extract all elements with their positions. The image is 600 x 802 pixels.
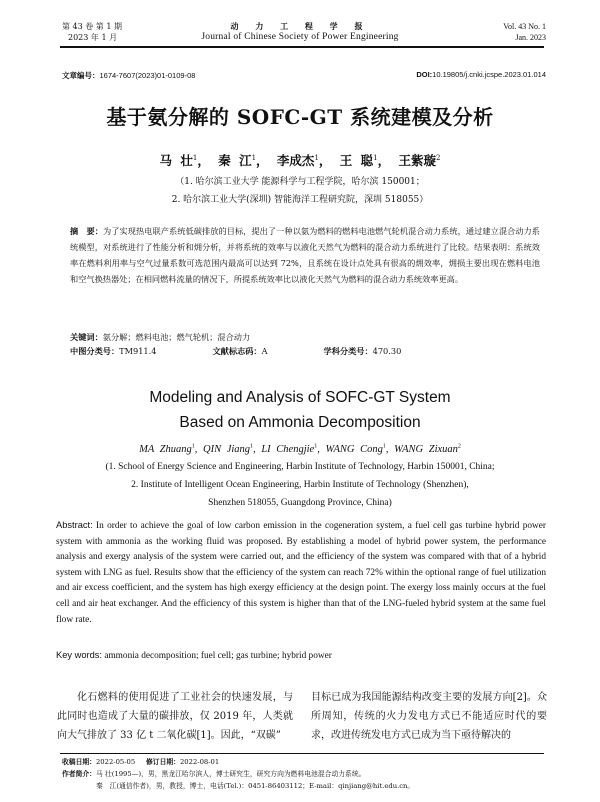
abstract-en-text: In order to achieve the goal of low carbon emission in the cogeneration system, a fuel cell gas turbine hybrid power system with ammonia as the working fluid was proposed. By establishing a model of hybrid power system, the performance analysis and exergy analysis of the system were carried out, and the efficiency of the system was compared with that of a hybrid system with LNG as fuel. Results show that the efficiency of the system can reach 72% within the optional range of fuel utilization and air excess coefficient, and the system has high exergy efficiency at the design point. The exergy loss mainly occurs at the fuel cell and air heat exchanger. And the efficiency of this system is higher than that of the LNG-fueled hybrid system at the same fuel flow rate.: [56, 521, 546, 625]
article-meta-row: [62, 70, 546, 81]
subject-code: 学科分类号：470.30: [323, 346, 402, 356]
footnote-dates: 收稿日期：2022-05-05 修订日期：2022-08-01: [62, 758, 220, 766]
affiliation-en-1: (1. School of Energy Science and Engineering, Harbin Institute of Technology, Harbin 150001, China;: [105, 462, 495, 472]
running-header-right: [503, 21, 546, 43]
author-cn: 李成杰$^1$，: [276, 153, 332, 168]
title-en: Modeling and Analysis of SOFC-GT System Based on Ammonia Decomposition: [149, 389, 451, 431]
affiliation-en-3: Shenzhen 518055, Guangdong Province, China): [208, 498, 392, 508]
classification-row: [70, 346, 540, 357]
journal-name-en: Journal of Chinese Society of Power Engineering: [201, 32, 399, 42]
author-en: WANG Zixuan$^2$: [394, 443, 461, 455]
article-number: 文章编号：1674-7607(2023)01-0109-08: [62, 71, 196, 80]
author-en: LI Chengjie$^1$,: [261, 443, 320, 455]
footnote-rule: [60, 753, 544, 754]
authors-cn: [0, 151, 600, 169]
author-en: QIN Jiang$^1$,: [203, 443, 256, 455]
running-header-center: [180, 21, 420, 43]
header-rule: [60, 46, 544, 48]
volume-issue-cn: 第 43 卷 第 1 期: [62, 22, 122, 31]
date-en: Jan. 2023: [515, 33, 546, 42]
abstract-en-label: Abstract:: [56, 520, 93, 530]
affiliation-en-2: 2. Institute of Intelligent Ocean Engineering, Harbin Institute of Technology (Shenzhen),: [131, 480, 469, 490]
title-cn: 基于氨分解的 SOFC-GT 系统建模及分析: [106, 105, 494, 129]
keywords-en: Key words: ammonia decomposition; fuel cell; gas turbine; hybrid power: [56, 650, 332, 661]
author-cn: 王 聪$^1$，: [339, 153, 391, 168]
abstract-cn-label: 摘 要：: [70, 226, 103, 236]
author-en: MA Zhuang$^1$,: [139, 443, 198, 455]
author-cn: 马 壮$^1$，: [159, 153, 210, 168]
affiliation-cn-1: （1. 哈尔滨工业大学 能源科学与工程学院，哈尔滨 150001；: [175, 177, 425, 187]
affiliation-cn-2: 2. 哈尔滨工业大学(深圳) 智能海洋工程研究院，深圳 518055）: [171, 195, 429, 205]
keywords-cn: 关键词：氨分解；燃料电池；燃气轮机；混合动力: [70, 332, 251, 342]
footnote-author: 作者简介：马 壮(1995—)，男，黑龙江哈尔滨人，博士研究生，研究方向为燃料电池混合动力系统。: [62, 770, 366, 778]
running-header-left: [62, 21, 122, 43]
abstract-cn: [70, 223, 540, 287]
body-column-right: 目标已成为我国能源结构改变主要的发展方向[2]。众所周知，传统的火力发电方式已不能适应时代的要求，改进传统发电方式已成为当下亟待解决的: [311, 692, 547, 741]
journal-name-cn: 动 力 工 程 学 报: [230, 21, 370, 31]
volume-issue-en: Vol. 43 No. 1: [503, 22, 546, 31]
abstract-en: [56, 518, 546, 628]
clc-number: 中图分类号：TM911.4: [70, 346, 157, 356]
author-cn: 王紫璇$^2$: [398, 153, 441, 168]
author-en: WANG Cong$^1$,: [325, 443, 389, 455]
date-cn: 2023 年 1 月: [68, 33, 118, 42]
doi: DOI:10.19805/j.cnki.jcspe.2023.01.014: [416, 70, 546, 79]
body-column-left: 化石燃料的使用促进了工业社会的快速发展，与此同时也造成了大量的碳排放，仅 2019 年，人类就向大气排放了 33 亿 t 二氧化碳[1]。因此，“双碳”: [57, 692, 293, 741]
author-cn: 秦 江$^1$，: [218, 153, 269, 168]
footnote-corresponding: 秦 江(通信作者)，男，教授，博士，电话(Tel.)：0451-86403112；E-mail：qinjiang@hit.edu.cn。: [96, 782, 415, 790]
abstract-cn-text: 为了实现热电联产系统低碳排放的目标，提出了一种以氨为燃料的燃料电池燃气轮机混合动力系统，通过建立混合动力系统模型，对系统进行了性能分析和㶲分析，并将系统的效率与以液化天然气为燃料的混合动力系统进行了比较。结果表明：系统效率在燃料利用率与空气过量系数可选范围内最高可以达到 72%，且系统在设计点处具有很高的㶲效率，㶲损主要出现在燃料电池和空气换热器处；在相同燃料流量的情况下，所提系统效率比以液化天然气为燃料的混合动力系统效率更高。: [70, 226, 540, 284]
authors-en: [0, 443, 600, 455]
document-code: 文献标志码：A: [212, 346, 268, 356]
